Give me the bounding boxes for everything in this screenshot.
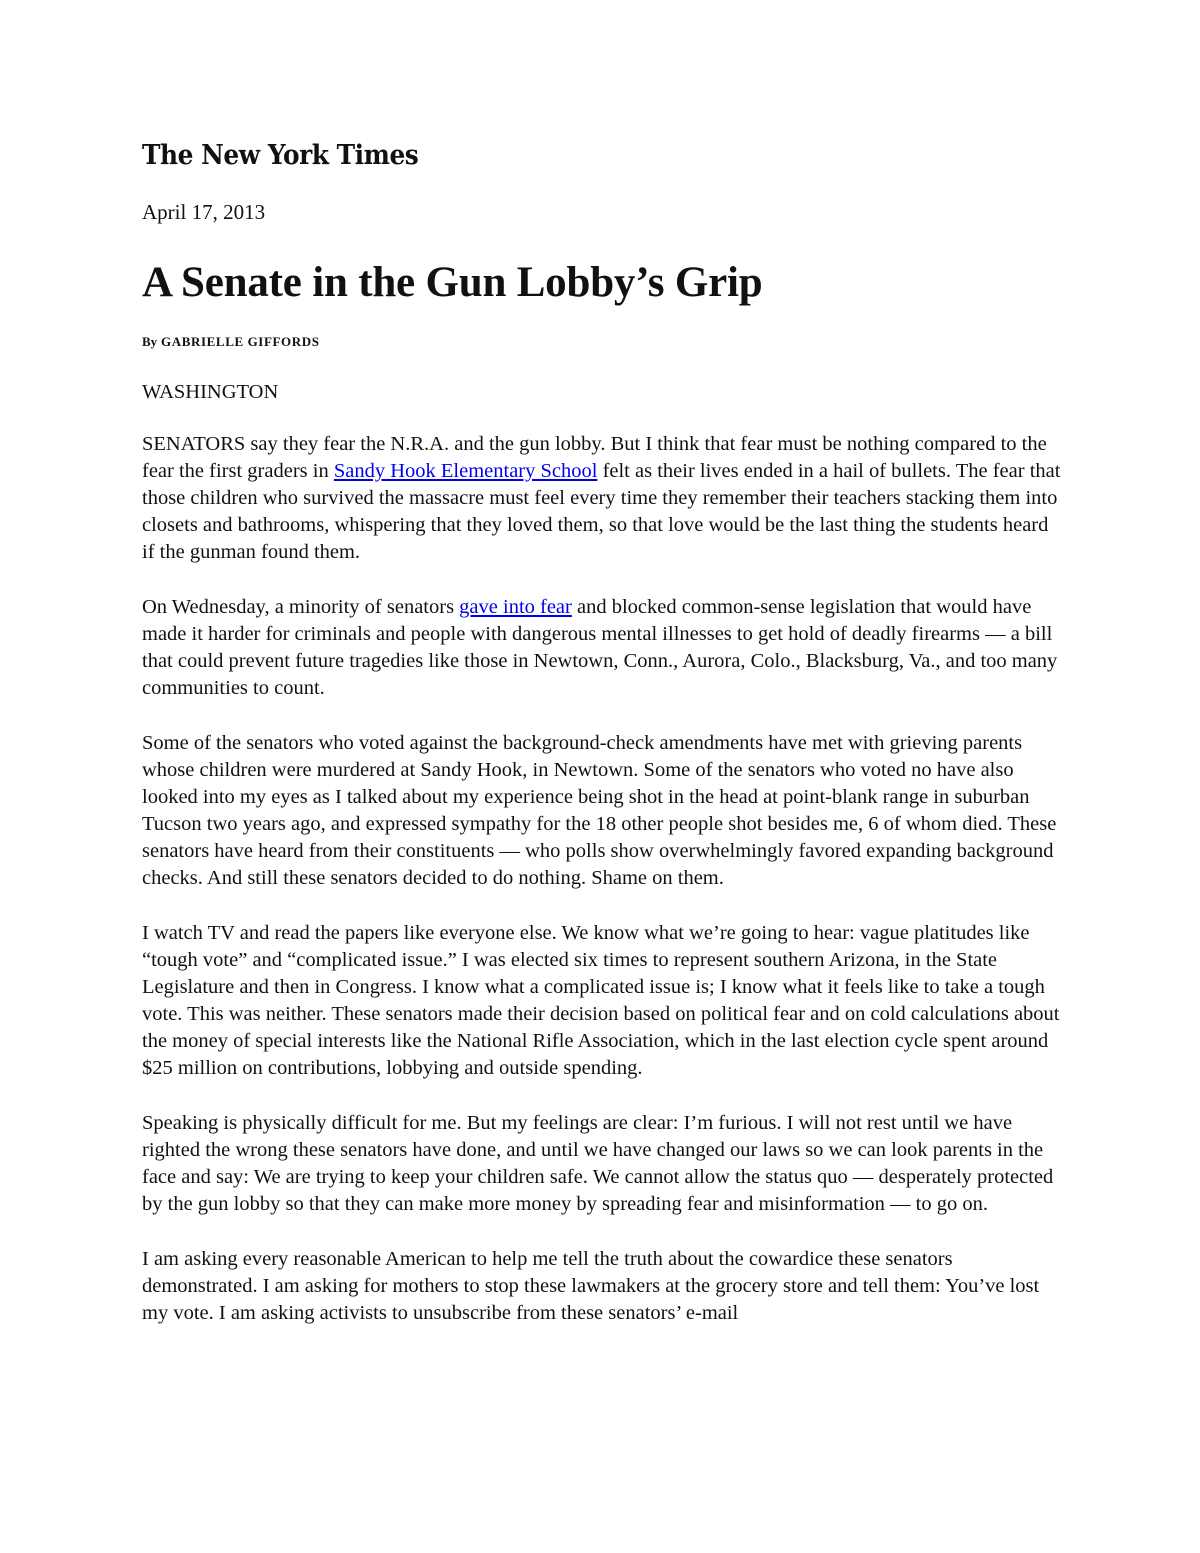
byline-prefix: By [142,334,158,349]
article-page [142,140,1062,1327]
dateline: WASHINGTON [142,381,279,403]
gave-into-fear-link[interactable]: gave into fear [459,596,572,618]
article-paragraph-5: Speaking is physically difficult for me. But my feelings are clear: I’m furious. I will not rest until we have righted the wrong these senators have done, and until we have changed our laws so we can look parents in the face and say: We are trying to keep your children safe. We cannot allow the status quo — desperately protected by the gun lobby so that they can make more money by spreading fear and misinformation — to go on. [142,1112,1054,1215]
article-paragraph-6: I am asking every reasonable American to help me tell the truth about the cowardice these senators demonstrated. I am asking for mothers to stop these lawmakers at the grocery store and tell them: You’ve lost my vote. I am asking activists to unsubscribe from these senators’ e-mail [142,1248,1040,1324]
byline [142,333,1062,351]
article-paragraph-4: I watch TV and read the papers like everyone else. We know what we’re going to hear: vague platitudes like “tough vote” and “complicated issue.” I was elected six times to represent southern Arizona, in the State Legislature and then in Congress. I know what a complicated issue is; I know what it feels like to take a tough vote. This was neither. These senators made their decision based on political fear and on cold calculations about the money of special interests like the National Rifle Association, which in the last election cycle spent around $25 million on contributions, lobbying and outside spending. [142,922,1060,1079]
byline-author: GABRIELLE GIFFORDS [161,334,320,349]
newspaper-masthead-logo: The New York Times [142,140,419,171]
paragraph-text: SENATORS say they fear the N.R.A. and the gun lobby. But I think that fear must be nothing compared to the fear the first graders in [142,433,1047,482]
article-headline: A Senate in the Gun Lobby’s Grip [142,259,763,306]
paragraph-text: and blocked common-sense legislation that would have made it harder for criminals and people with dangerous mental illnesses to get hold of deadly firearms — a bill that could prevent future tragedies like those in Newtown, Conn., Aurora, Colo., Blacksburg, Va., and too many communities to count. [142,596,1058,699]
sandy-hook-link[interactable]: Sandy Hook Elementary School [333,460,598,482]
paragraph-text: felt as their lives ended in a hail of bullets. The fear that those children who survived the massacre must feel every time they remember their teachers stacking them into closets and bathrooms, whispering that they loved them, so that love would be the last thing the students heard if the gunman found them. [142,460,1061,563]
article-paragraph-2 [142,594,1062,702]
article-date: April 17, 2013 [142,200,266,224]
article-paragraph-3: Some of the senators who voted against the background-check amendments have met with grieving parents whose children were murdered at Sandy Hook, in Newtown. Some of the senators who voted no have also looked into my eyes as I talked about my experience being shot in the head at point-blank range in suburban Tucson two years ago, and expressed sympathy for the 18 other people shot besides me, 6 of whom died. These senators have heard from their constituents — who polls show overwhelmingly favored expanding background checks. And still these senators decided to do nothing. Shame on them. [142,732,1057,889]
paragraph-text: On Wednesday, a minority of senators [142,596,460,618]
article-paragraph-1 [142,431,1062,566]
